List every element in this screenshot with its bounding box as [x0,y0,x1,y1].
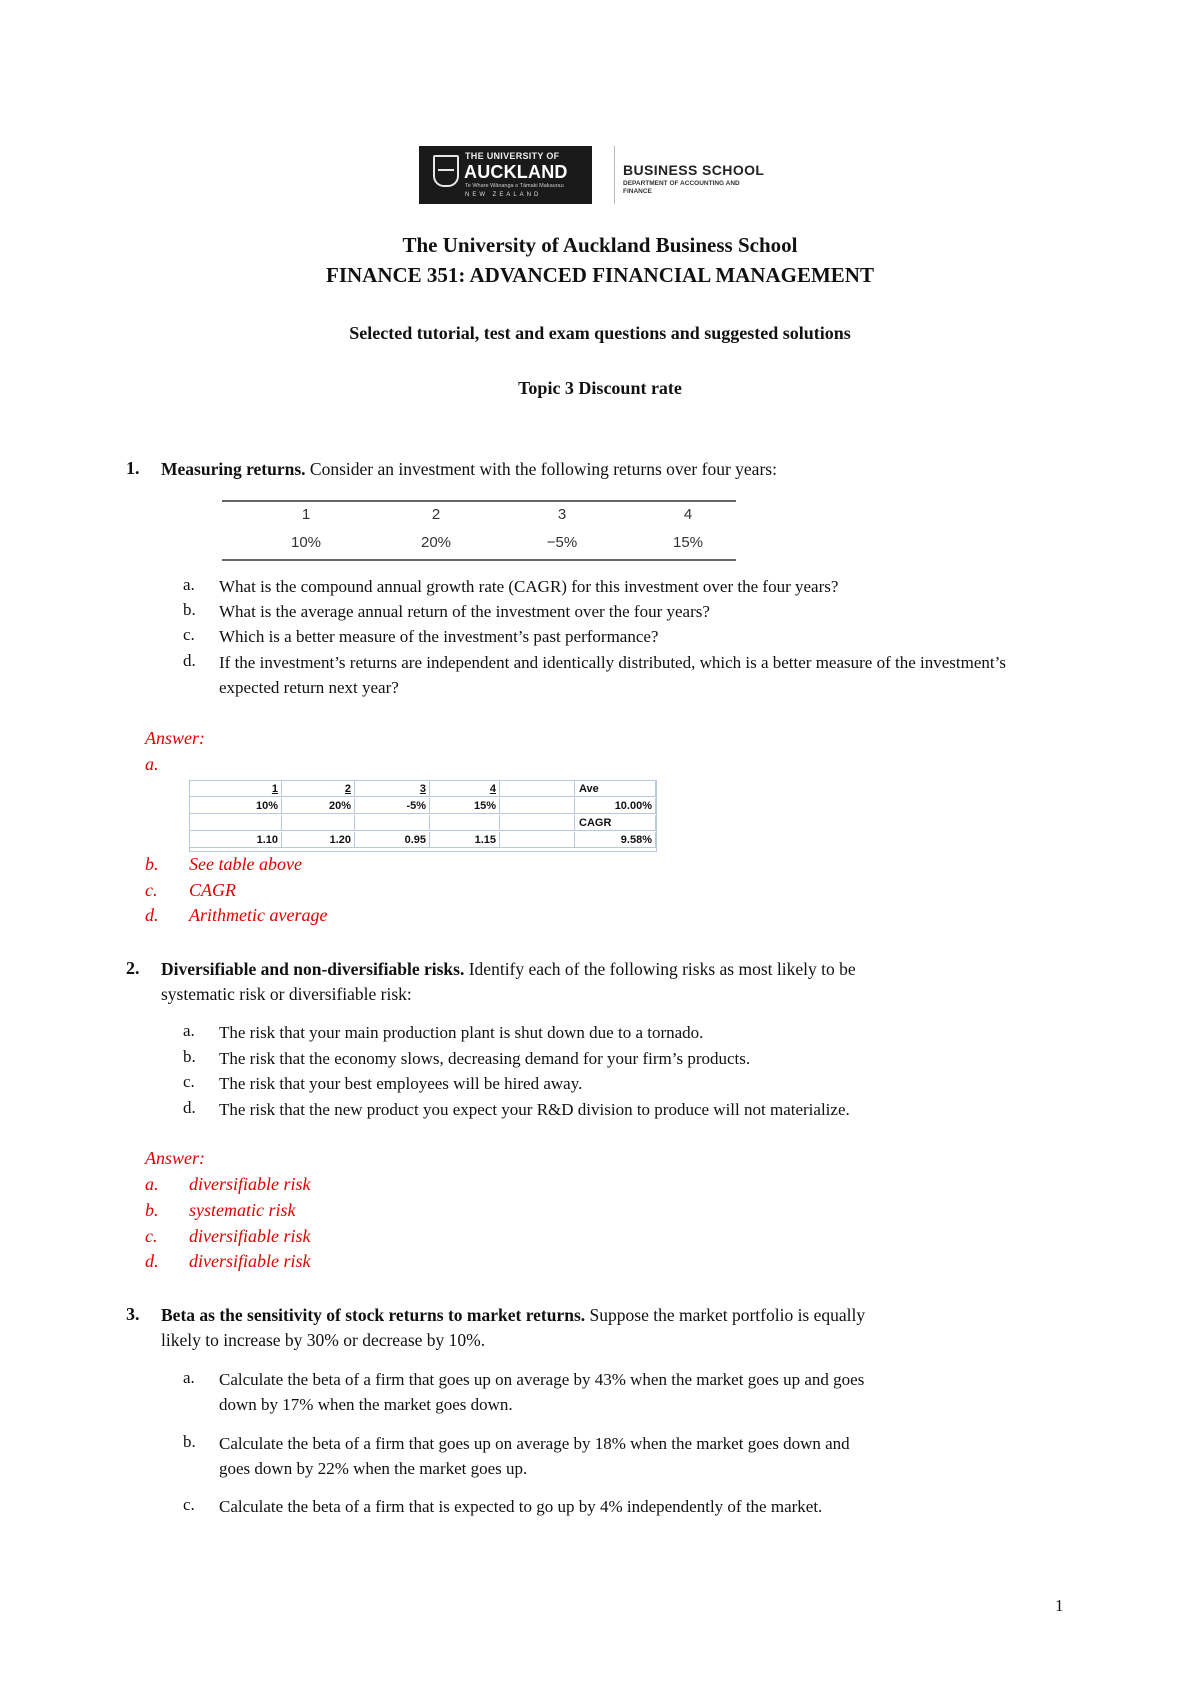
question-3-body: Suppose the market portfolio is equally [585,1305,866,1325]
logo-divider [614,146,615,204]
logo-big-text: AUCKLAND [464,162,568,182]
part-letter: b. [183,1047,196,1066]
question-2-body: Identify each of the following risks as most likely to be [464,959,856,979]
excel-cell [500,832,575,848]
excel-cell [430,815,500,831]
excel-cell: 1.10 [190,832,282,848]
part-letter: c. [183,625,195,644]
excel-cell: 0.95 [355,832,430,848]
logo-school: BUSINESS SCHOOL [623,162,765,178]
answer-text: See table above [189,854,302,874]
answer-text: diversifiable risk [189,1251,311,1271]
answer-letter: b. [145,854,159,874]
excel-cell: 4 [430,781,500,797]
excel-cell: 9.58% [575,832,656,848]
answer-letter: b. [145,1200,159,1220]
part-text: Calculate the beta of a firm that goes up on average by 43% when the market goes up and goes [219,1370,865,1389]
question-number: 3. [126,1304,140,1324]
year-header: 1 [301,506,311,523]
answer-letter: a. [145,754,159,774]
answer-text: CAGR [189,880,236,900]
excel-cell [190,815,282,831]
part-text: Which is a better measure of the investment’s past performance? [219,627,659,646]
part-letter: b. [183,600,196,619]
part-letter: a. [183,1021,195,1040]
part-letter: d. [183,1098,196,1117]
question-number: 1. [126,458,140,478]
part-text: What is the average annual return of the investment over the four years? [219,602,710,621]
year-header: 3 [557,506,567,523]
answer-text: systematic risk [189,1200,296,1220]
page-number: 1 [1055,1596,1064,1615]
excel-cell: Ave [575,781,656,797]
part-text: Calculate the beta of a firm that goes up on average by 18% when the market goes down and [219,1434,850,1453]
crest-icon [433,155,459,187]
answer-text: Arithmetic average [189,905,328,925]
part-letter: a. [183,575,195,594]
excel-cell [282,815,355,831]
question-1-text [161,457,1081,482]
excel-cell: 1.15 [430,832,500,848]
part-letter: d. [183,651,196,670]
course-title: FINANCE 351: ADVANCED FINANCIAL MANAGEMENT [326,263,874,287]
part-letter: a. [183,1368,195,1387]
part-letter: c. [183,1495,195,1514]
excel-cell: 10.00% [575,798,656,814]
return-cell: 15% [672,534,704,551]
excel-cell [500,815,575,831]
logo-dark-block [419,146,592,204]
excel-cell [355,815,430,831]
answer-letter: c. [145,880,158,900]
excel-cell [500,781,575,797]
answer-letter: d. [145,905,159,925]
part-text: If the investment’s returns are independent and identically distributed, which is a better measure of the investment’s expected return next year? [219,653,1006,697]
logo-small-text: THE UNIVERSITY OF [465,151,560,161]
return-cell: 10% [290,534,322,551]
question-2-text [161,957,1081,982]
part-text: Calculate the beta of a firm that is expected to go up by 4% independently of the market. [219,1497,823,1516]
excel-cell: 1.20 [282,832,355,848]
excel-cell: 2 [282,781,355,797]
excel-row [190,781,656,798]
excel-cell: 10% [190,798,282,814]
answer-letter: d. [145,1251,159,1271]
part-text: The risk that the new product you expect your R&D division to produce will not materialize. [219,1100,850,1119]
excel-row [190,832,656,849]
return-cell: 20% [420,534,452,551]
part-text: What is the compound annual growth rate (CAGR) for this investment over the four years? [219,577,839,596]
year-header: 2 [431,506,441,523]
excel-cell [500,798,575,814]
excel-cell: 1 [190,781,282,797]
topic-title: Topic 3 Discount rate [518,378,682,398]
university-logo [419,146,797,204]
excel-cell: 3 [355,781,430,797]
answer-letter: c. [145,1226,158,1246]
question-number: 2. [126,958,140,978]
logo-motto: Te Whare Wānanga o Tāmaki Makaurau [465,183,564,189]
excel-row [190,815,656,832]
excel-row [190,798,656,815]
part-text-line2: goes down by 22% when the market goes up. [219,1459,528,1478]
answer-text: diversifiable risk [189,1174,311,1194]
return-cell: −5% [546,534,578,551]
question-1-body: Consider an investment with the following returns over four years: [305,459,777,479]
excel-cell: CAGR [575,815,656,831]
excel-cell: -5% [355,798,430,814]
part-letter: b. [183,1432,196,1451]
part-text-line2: down by 17% when the market goes down. [219,1395,513,1414]
question-2-heading: Diversifiable and non-diversifiable risks. [161,959,465,979]
document-subtitle: Selected tutorial, test and exam questions and suggested solutions [349,323,851,343]
excel-table [189,780,657,852]
part-text: The risk that your best employees will be hired away. [219,1074,583,1093]
logo-country: NEW ZEALAND [465,192,542,198]
question-2-body-line2: systematic risk or diversifiable risk: [161,984,412,1004]
page-title: The University of Auckland Business School [402,233,798,257]
part-text: The risk that the economy slows, decreasing demand for your firm’s products. [219,1049,751,1068]
part-letter: c. [183,1072,195,1091]
question-3-text [161,1303,1081,1328]
returns-table [222,500,736,561]
excel-cell: 15% [430,798,500,814]
answer-label: Answer: [145,728,205,748]
question-1-heading: Measuring returns. [161,459,306,479]
answer-text: diversifiable risk [189,1226,311,1246]
question-3-body-line2: likely to increase by 30% or decrease by 10%. [161,1330,486,1350]
excel-cell: 20% [282,798,355,814]
answer-letter: a. [145,1174,159,1194]
logo-department: DEPARTMENT OF ACCOUNTING AND FINANCE [623,180,740,195]
answer-label: Answer: [145,1148,205,1168]
part-text: The risk that your main production plant is shut down due to a tornado. [219,1023,704,1042]
year-header: 4 [683,506,693,523]
question-3-heading: Beta as the sensitivity of stock returns to market returns. [161,1305,586,1325]
